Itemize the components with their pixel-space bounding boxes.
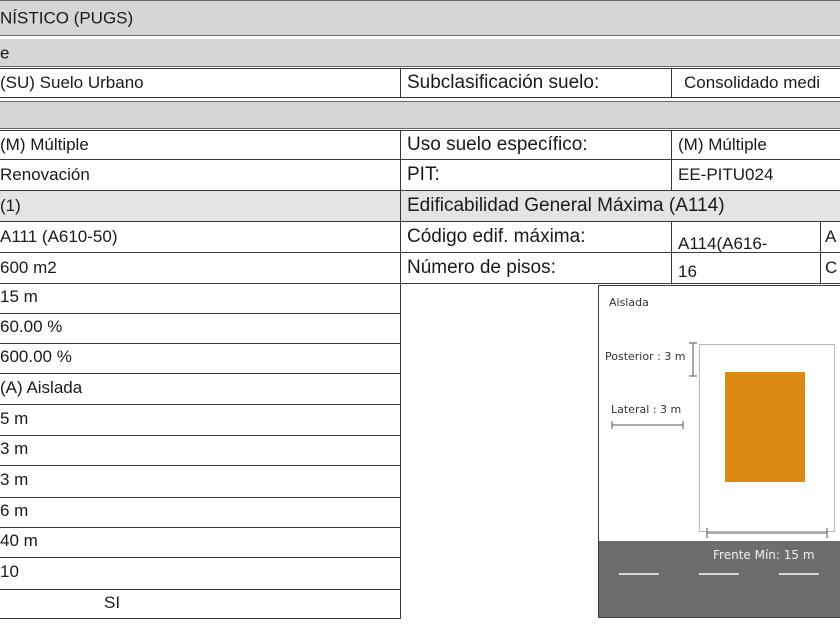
uso-general-value-cell xyxy=(0,130,401,160)
road-marking xyxy=(699,573,739,575)
lateral-label: Lateral : 3 m xyxy=(611,403,682,416)
lower-right-blank xyxy=(400,283,598,619)
frente-dimension-icon xyxy=(699,526,833,540)
param-value: (A) Aislada xyxy=(0,378,83,397)
row-divider xyxy=(0,589,400,590)
edif-header-cell xyxy=(400,190,840,222)
floors-value: 16 xyxy=(678,262,697,281)
uso-section-band xyxy=(0,101,840,129)
param-value: 600.00 % xyxy=(0,347,72,366)
floors-label-cell xyxy=(400,252,672,284)
param-value: 60.00 % xyxy=(0,317,63,336)
row-divider xyxy=(0,404,400,405)
edif-header: Edificabilidad General Máxima (A114) xyxy=(407,195,725,216)
soil-class-value: (SU) Suelo Urbano xyxy=(0,73,144,92)
param-value: 3 m xyxy=(0,470,29,489)
code-left-value: A111 (A610-50) xyxy=(0,227,118,246)
uso-specific-value-cell xyxy=(671,130,840,160)
diagram-title: Aislada xyxy=(609,296,649,309)
code-value: A114(A616- xyxy=(678,234,768,253)
param-value: SI xyxy=(104,593,121,612)
row-divider xyxy=(0,497,400,498)
page-title-bar xyxy=(0,0,840,36)
param-value: 6 m xyxy=(0,501,29,520)
subclass-label: Subclasificación suelo: xyxy=(407,72,600,93)
uso-general-value: (M) Múltiple xyxy=(0,135,89,154)
param-value: 40 m xyxy=(0,531,38,550)
param-value: 5 m xyxy=(0,409,29,428)
subclass-value-cell xyxy=(671,68,840,98)
code-left-cell xyxy=(0,221,401,253)
pit-label: PIT: xyxy=(407,164,440,185)
floors-value-cell xyxy=(671,252,821,284)
row-divider xyxy=(0,435,400,436)
floors-extra-cell xyxy=(820,252,840,284)
pit-value: EE-PITU024 xyxy=(678,165,774,184)
pit-label-cell xyxy=(400,159,672,191)
param-value: 10 xyxy=(0,562,19,581)
row-divider xyxy=(0,527,400,528)
uso-specific-value: (M) Múltiple xyxy=(678,135,767,154)
code-label: Código edif. máxima: xyxy=(407,226,586,247)
treatment-value: Renovación xyxy=(0,165,90,184)
section-label: e xyxy=(0,43,10,62)
lateral-dimension-icon xyxy=(611,420,687,430)
code-label-cell xyxy=(400,221,672,253)
subclass-label-cell xyxy=(400,68,672,98)
soil-class-value-cell xyxy=(0,68,401,98)
row-divider xyxy=(0,557,400,558)
subclass-value: Consolidado medi xyxy=(684,73,821,92)
floors-extra: C xyxy=(825,258,838,277)
uso-specific-label-cell xyxy=(400,130,672,160)
edif-left-value: (1) xyxy=(0,196,21,215)
param-value: 3 m xyxy=(0,439,29,458)
row-divider xyxy=(0,465,400,466)
code-value-cell xyxy=(671,221,821,253)
row-divider xyxy=(0,313,400,314)
section-band xyxy=(0,39,840,67)
road-marking xyxy=(619,573,659,575)
building-footprint xyxy=(725,372,805,482)
pit-value-cell xyxy=(671,159,840,191)
row-divider xyxy=(0,343,400,344)
setback-diagram xyxy=(598,285,840,618)
frente-label: Frente Mín: 15 m xyxy=(713,548,815,562)
floors-label: Número de pisos: xyxy=(407,257,556,278)
row-divider xyxy=(0,373,400,374)
treatment-value-cell xyxy=(0,159,401,191)
code-extra: A xyxy=(825,227,837,246)
code-extra-cell xyxy=(820,221,840,253)
page-title: NÍSTICO (PUGS) xyxy=(0,8,134,28)
param-value: 15 m xyxy=(0,287,38,306)
area-left-cell xyxy=(0,252,401,284)
road-marking xyxy=(779,573,819,575)
posterior-label: Posterior : 3 m xyxy=(605,350,686,363)
area-left-value: 600 m2 xyxy=(0,258,57,277)
uso-specific-label: Uso suelo específico: xyxy=(407,134,588,155)
posterior-dimension-icon xyxy=(685,342,699,378)
edif-left-cell xyxy=(0,190,401,222)
